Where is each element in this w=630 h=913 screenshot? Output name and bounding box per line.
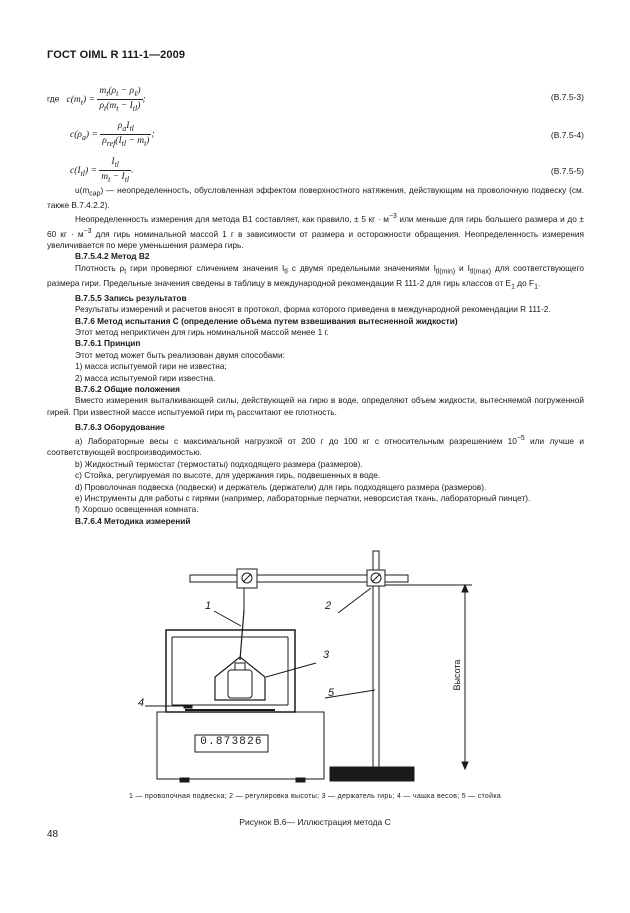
list-item: b) Жидкостный термостат (термостаты) подходящего размера (размеров).	[75, 458, 363, 469]
equation-numerator: $m_t(\rho_t - \rho_\ell)$	[99, 86, 141, 98]
weight-holder	[215, 657, 265, 700]
body-text	[47, 185, 584, 527]
equation-fraction	[97, 86, 142, 113]
equation-denominator: $\rho_{ref}(I_{tl} - m_t)$	[102, 135, 150, 148]
equation-number: (B.7.5-5)	[550, 166, 584, 176]
figure-label-3: 3	[323, 649, 330, 661]
figure-label-5: 5	[328, 687, 335, 699]
equation-lhs: $c(I_{tl})$ =	[70, 165, 97, 178]
height-label: Высота	[452, 659, 462, 691]
paragraph: Результаты измерений и расчетов вносят в протокол, форма которого приведена в международной рекомендации R 111-2.	[75, 304, 551, 315]
paragraph: Плотность $\rho_t$ гири проверяют сличением значения $I_{tl}$ с двумя предельными значениями $I_{tl(min)}$ и $I_{tl(max)}$ для соответствующего размера гири. Предельные значения сведены в таблицу в международной рекомендации R 111-2 для гирь классов от $E_1$ до $F_1$.	[47, 262, 584, 291]
list-item: a) Лабораторные весы с максимальной нагрузкой от 200 г до 100 кг с относительным разрешением $10^{-5}$ или лучше и соответствующей воспроизводимостью.	[47, 435, 584, 458]
equation-denominator: $\rho_t(m_t - I_{tl})$	[99, 100, 141, 113]
list-item: d) Проволочная подвеска (подвески) и держатель (держатели) для гирь подходящего размера (размеров).	[75, 481, 487, 492]
paragraph: Вместо измерения выталкивающей силы, действующей на гирю в воде, определяют объем жидкости, вытесняемой погруженной гирей. При известной массе испытуемой гири $m_t$ рассчитают ее плотность.	[47, 395, 584, 420]
figure-legend: 1 — проволочная подвеска; 2 — регулировка высоты; 3 — держатель гирь; 4 — чашка весов; 5 — стойка	[128, 793, 502, 800]
height-adjustment-clamp	[367, 570, 385, 586]
equation-denominator: $m_t - I_{tl}$	[101, 171, 130, 184]
equation-fraction	[100, 121, 151, 148]
list-item: f) Хорошо освещенная комната.	[75, 504, 199, 515]
equation-b754	[70, 121, 155, 148]
equation-b755	[70, 157, 133, 184]
section-heading: B.7.6.1 Принцип	[75, 338, 141, 349]
paragraph: Неопределенность измерения для метода B1 составляет, как правило, ± 5 кг · $м^{-3}$ или меньше для гирь большего размера и до ± 60 кг · $м^{-3}$ для гирь номинальной массой 1 г в зависимости от размера и осторожности обращения. Неопределенность измерения увеличивается по мере уменьшения размера гирь.	[47, 213, 584, 250]
section-heading: B.7.6.4 Методика измерений	[75, 515, 191, 526]
equation-lhs: $c(\rho_a)$ =	[70, 129, 98, 142]
figure-label-2: 2	[325, 600, 332, 612]
equation-tail: ;	[151, 129, 155, 140]
stand-base	[330, 767, 414, 781]
figure-caption: Рисунок B.6— Иллюстрация метода C	[239, 817, 391, 827]
list-item: 2) масса испытуемой гири известна.	[75, 372, 216, 383]
horizontal-bar	[190, 575, 408, 582]
section-heading: B.7.5.5 Запись результатов	[75, 292, 187, 303]
liquid-thermostat	[166, 630, 295, 712]
equation-numerator: $\rho_aI_{tl}$	[100, 121, 151, 135]
section-heading: B.7.5.4.2 Метод B2	[75, 251, 150, 262]
balance-display-value: 0.873826	[200, 736, 263, 748]
equation-number: (B.7.5-4)	[550, 130, 584, 140]
equation-b753	[47, 86, 146, 113]
height-adjustment-knob	[371, 573, 381, 583]
equation-tail: ;	[142, 94, 146, 105]
section-heading: B.7.6 Метод испытания C (определение объема путем взвешивания вытесненной жидкости)	[75, 315, 458, 326]
equation-numerator: $I_{tl}$	[99, 157, 131, 171]
holder-clamp	[237, 569, 257, 588]
equation-prefix: где	[47, 93, 60, 104]
wire-suspension	[240, 610, 244, 660]
page-number: 48	[47, 829, 59, 840]
list-item: c) Стойка, регулируемая по высоте, для удержания гирь, подвешенных в воде.	[75, 470, 381, 481]
paragraph: $u(m_{cap})$ — неопределенность, обусловленная эффектом поверхностного натяжения, действующим на проволочную подвеску (см. также B.7.4.2.2).	[47, 185, 584, 211]
section-heading: B.7.6.2 Общие положения	[75, 384, 180, 394]
equation-fraction	[99, 157, 134, 184]
stand-column	[373, 551, 379, 767]
paragraph: Этот метод может быть реализован двумя способами:	[75, 349, 285, 360]
document-header: ГОСТ OIML R 111-1—2009	[47, 49, 186, 61]
equation-lhs: $c(m_t)$ =	[66, 94, 95, 107]
equation-number: (B.7.5-3)	[550, 92, 584, 102]
section-heading: B.7.6.3 Оборудование	[75, 421, 165, 432]
figure-label-4: 4	[138, 697, 145, 709]
paragraph: Этот метод неприктичен для гирь номинальной массой менее 1 г.	[75, 326, 329, 337]
list-item: 1) масса испытуемой гири не известна;	[75, 361, 227, 372]
figure-label-1: 1	[205, 600, 212, 612]
equation-tail: .	[131, 165, 134, 176]
list-item: e) Инструменты для работы с гирями (например, лабораторные перчатки, неворсистая ткань, лабораторный пинцет).	[75, 493, 531, 504]
